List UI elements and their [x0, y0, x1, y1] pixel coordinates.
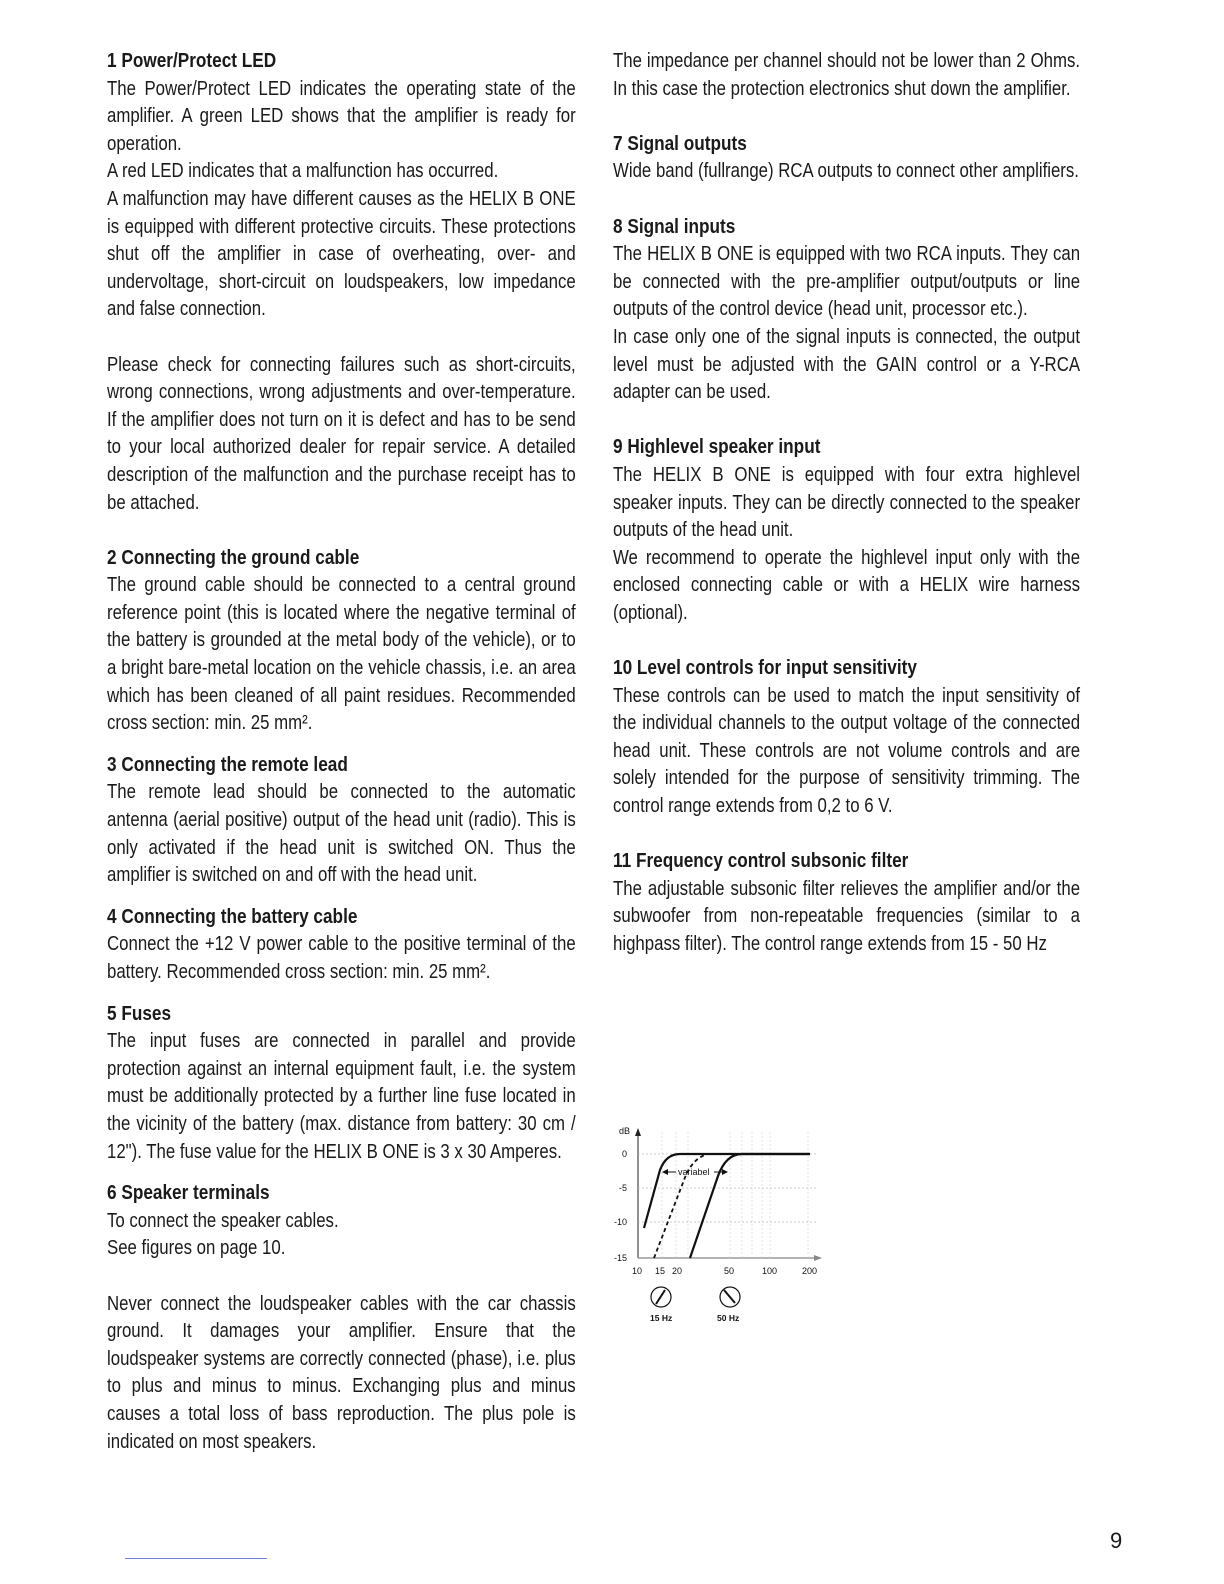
x-tick-200: 200	[802, 1266, 818, 1276]
section-power-protect-led	[107, 48, 576, 517]
section-fuses	[107, 1001, 576, 1167]
section-heading: 10 Level controls for input sensitivity	[613, 657, 917, 680]
section-impedance-note	[613, 48, 1080, 103]
bottom-rule	[125, 1558, 267, 1559]
x-tick-100: 100	[762, 1266, 778, 1276]
section-heading: 7 Signal outputs	[613, 132, 747, 155]
y-tick-minus10: -10	[614, 1217, 628, 1227]
section-heading: 4 Connecting the battery cable	[107, 905, 358, 928]
section-heading: 2 Connecting the ground cable	[107, 546, 360, 569]
section-heading: 6 Speaker terminals	[107, 1182, 270, 1205]
section-signal-inputs	[613, 214, 1080, 407]
paragraph: The HELIX B ONE is equipped with two RCA inputs. They can be connected with the pre-amplifier output/outputs or line outputs of the control device (head unit, processor etc.).	[613, 243, 1081, 321]
section-heading: 9 Highlevel speaker input	[613, 436, 821, 459]
section-signal-outputs	[613, 131, 1080, 186]
x-tick-10: 10	[632, 1266, 643, 1276]
section-speaker-terminals	[107, 1180, 576, 1456]
paragraph: Connect the +12 V power cable to the positive terminal of the battery. Recommended cross section: min. 25 mm².	[107, 933, 576, 983]
y-tick-minus5: -5	[619, 1183, 628, 1193]
section-remote-lead	[107, 752, 576, 890]
section-ground-cable	[107, 545, 576, 738]
paragraph: The remote lead should be connected to the automatic antenna (aerial positive) output of the head unit (radio). This is only activated if the head unit is switched ON. Thus the amplifier is switched on and off with the head unit.	[107, 781, 576, 887]
x-tick-15: 15	[655, 1266, 666, 1276]
section-heading: 11 Frequency control subsonic filter	[613, 850, 909, 873]
paragraph: Please check for connecting failures such as short-circuits, wrong connections, wrong adjustments and over-temperature. If the amplifier does not turn on it is defect and has to be send to your local authorized dealer for repair service. A detailed description of the malfunction and the purchase receipt has to be attached.	[107, 353, 576, 514]
right-column	[613, 48, 1080, 959]
paragraph: A malfunction may have different causes as the HELIX B ONE is equipped with different protective circuits. These protections shut off the amplifier in case of overheating, over- and undervoltage, short-circuit on loudspeakers, low impedance and false connection.	[107, 187, 576, 321]
knob-label-15hz: 15 Hz	[650, 1313, 673, 1323]
section-subsonic-filter	[613, 848, 1080, 958]
paragraph: The ground cable should be connected to a central ground reference point (this is located where the negative terminal of the battery is grounded at the metal body of the vehicle), or to a bright bare-metal location on the vehicle chassis, i.e. an area which has been cleaned of all paint residues. Recommended cross section: min. 25 mm².	[107, 574, 576, 735]
subsonic-filter-diagram	[608, 1122, 828, 1332]
paragraph: The impedance per channel should not be lower than 2 Ohms. In this case the protection electronics shut down the amplifier.	[613, 50, 1081, 100]
paragraph: To connect the speaker cables.	[107, 1209, 339, 1232]
section-heading: 1 Power/Protect LED	[107, 50, 277, 72]
paragraph: A red LED indicates that a malfunction has occurred.	[107, 160, 499, 183]
paragraph: Never connect the loudspeaker cables with the car chassis ground. It damages your amplifier. Ensure that the loudspeaker systems are correctly connected (phase), i.e. plus to plus and minus to minus. Exchanging plus and minus causes a total loss of bass reproduction. The plus pole is indicated on most speakers.	[107, 1292, 576, 1453]
variabel-label: variabel	[678, 1167, 710, 1177]
knob-50hz-icon	[720, 1287, 740, 1307]
page-number: 9	[1110, 1528, 1123, 1553]
left-column	[107, 48, 576, 1456]
knob-15hz-icon	[651, 1287, 671, 1307]
section-heading: 3 Connecting the remote lead	[107, 753, 348, 776]
knob-label-50hz: 50 Hz	[717, 1313, 740, 1323]
y-tick-0: 0	[622, 1149, 628, 1159]
section-heading: 5 Fuses	[107, 1002, 172, 1025]
section-battery-cable	[107, 904, 576, 987]
paragraph: The input fuses are connected in parallel and provide protection against an internal equipment fault, i.e. the system must be additionally protected by a further line fuse located in the vicinity of the battery (max. distance from battery: 30 cm / 12"). The fuse value for the HELIX B ONE is 3 x 30 Amperes.	[107, 1030, 576, 1163]
paragraph: We recommend to operate the highlevel input only with the enclosed connecting cable or with a HELIX wire harness (optional).	[613, 546, 1081, 624]
section-highlevel-input	[613, 434, 1080, 627]
paragraph: The adjustable subsonic filter relieves the amplifier and/or the subwoofer from non-repeatable frequencies (similar to a highpass filter). The control range extends from 15 - 50 Hz	[613, 877, 1081, 955]
section-heading: 8 Signal inputs	[613, 215, 736, 238]
x-tick-50: 50	[724, 1266, 735, 1276]
paragraph: The Power/Protect LED indicates the operating state of the amplifier. A green LED shows that the amplifier is ready for operation.	[107, 77, 576, 155]
paragraph: These controls can be used to match the input sensitivity of the individual channels to the output voltage of the connected head unit. These controls are not volume controls and are solely intended for the purpose of sensitivity trimming. The control range extends from 0,2 to 6 V.	[613, 684, 1081, 818]
x-tick-20: 20	[672, 1266, 683, 1276]
section-level-controls	[613, 655, 1080, 821]
paragraph: See figures on page 10.	[107, 1237, 286, 1260]
paragraph: Wide band (fullrange) RCA outputs to connect other amplifiers.	[613, 160, 1079, 183]
y-unit-label: dB	[619, 1126, 631, 1136]
y-tick-minus15: -15	[614, 1253, 628, 1263]
paragraph: The HELIX B ONE is equipped with four extra highlevel speaker inputs. They can be directly connected to the speaker outputs of the head unit.	[613, 463, 1081, 542]
paragraph: In case only one of the signal inputs is connected, the output level must be adjusted with the GAIN control or a Y-RCA adapter can be used.	[613, 325, 1081, 404]
